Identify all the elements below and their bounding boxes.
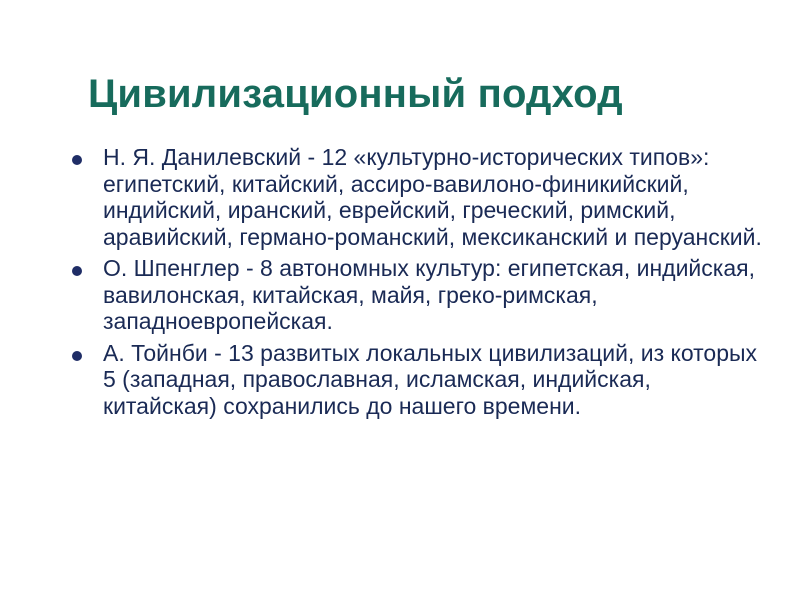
bullet-dot-icon [72,351,82,361]
bullet-item-toynbee [72,340,762,420]
bullet-text-toynbee: А. Тойнби - 13 развитых локальных цивилизаций, из которых 5 (западная, православная, исламская, индийская, китайская) сохранились до нашего времени. [103,339,758,419]
bullet-text-spengler: О. Шпенглер - 8 автономных культур: египетская, индийская, вавилонская, китайская, майя, греко-римская, западноевропейская. [103,255,755,334]
bullet-dot-icon [72,266,82,276]
bullet-item-danilevsky [72,144,762,250]
bullet-text-danilevsky: Н. Я. Данилевский - 12 «культурно-исторических типов»: египетский, китайский, ассиро-вавилоно-финикийский, индийский, иранский, еврейский, греческий, римский, аравийский, германо-романский, мексиканский и перуанский. [103,144,762,250]
slide-title: Цивилизационный подход [88,72,623,116]
bullet-item-spengler [72,255,762,335]
bullet-list [72,144,762,424]
bullet-dot-icon [72,155,82,165]
